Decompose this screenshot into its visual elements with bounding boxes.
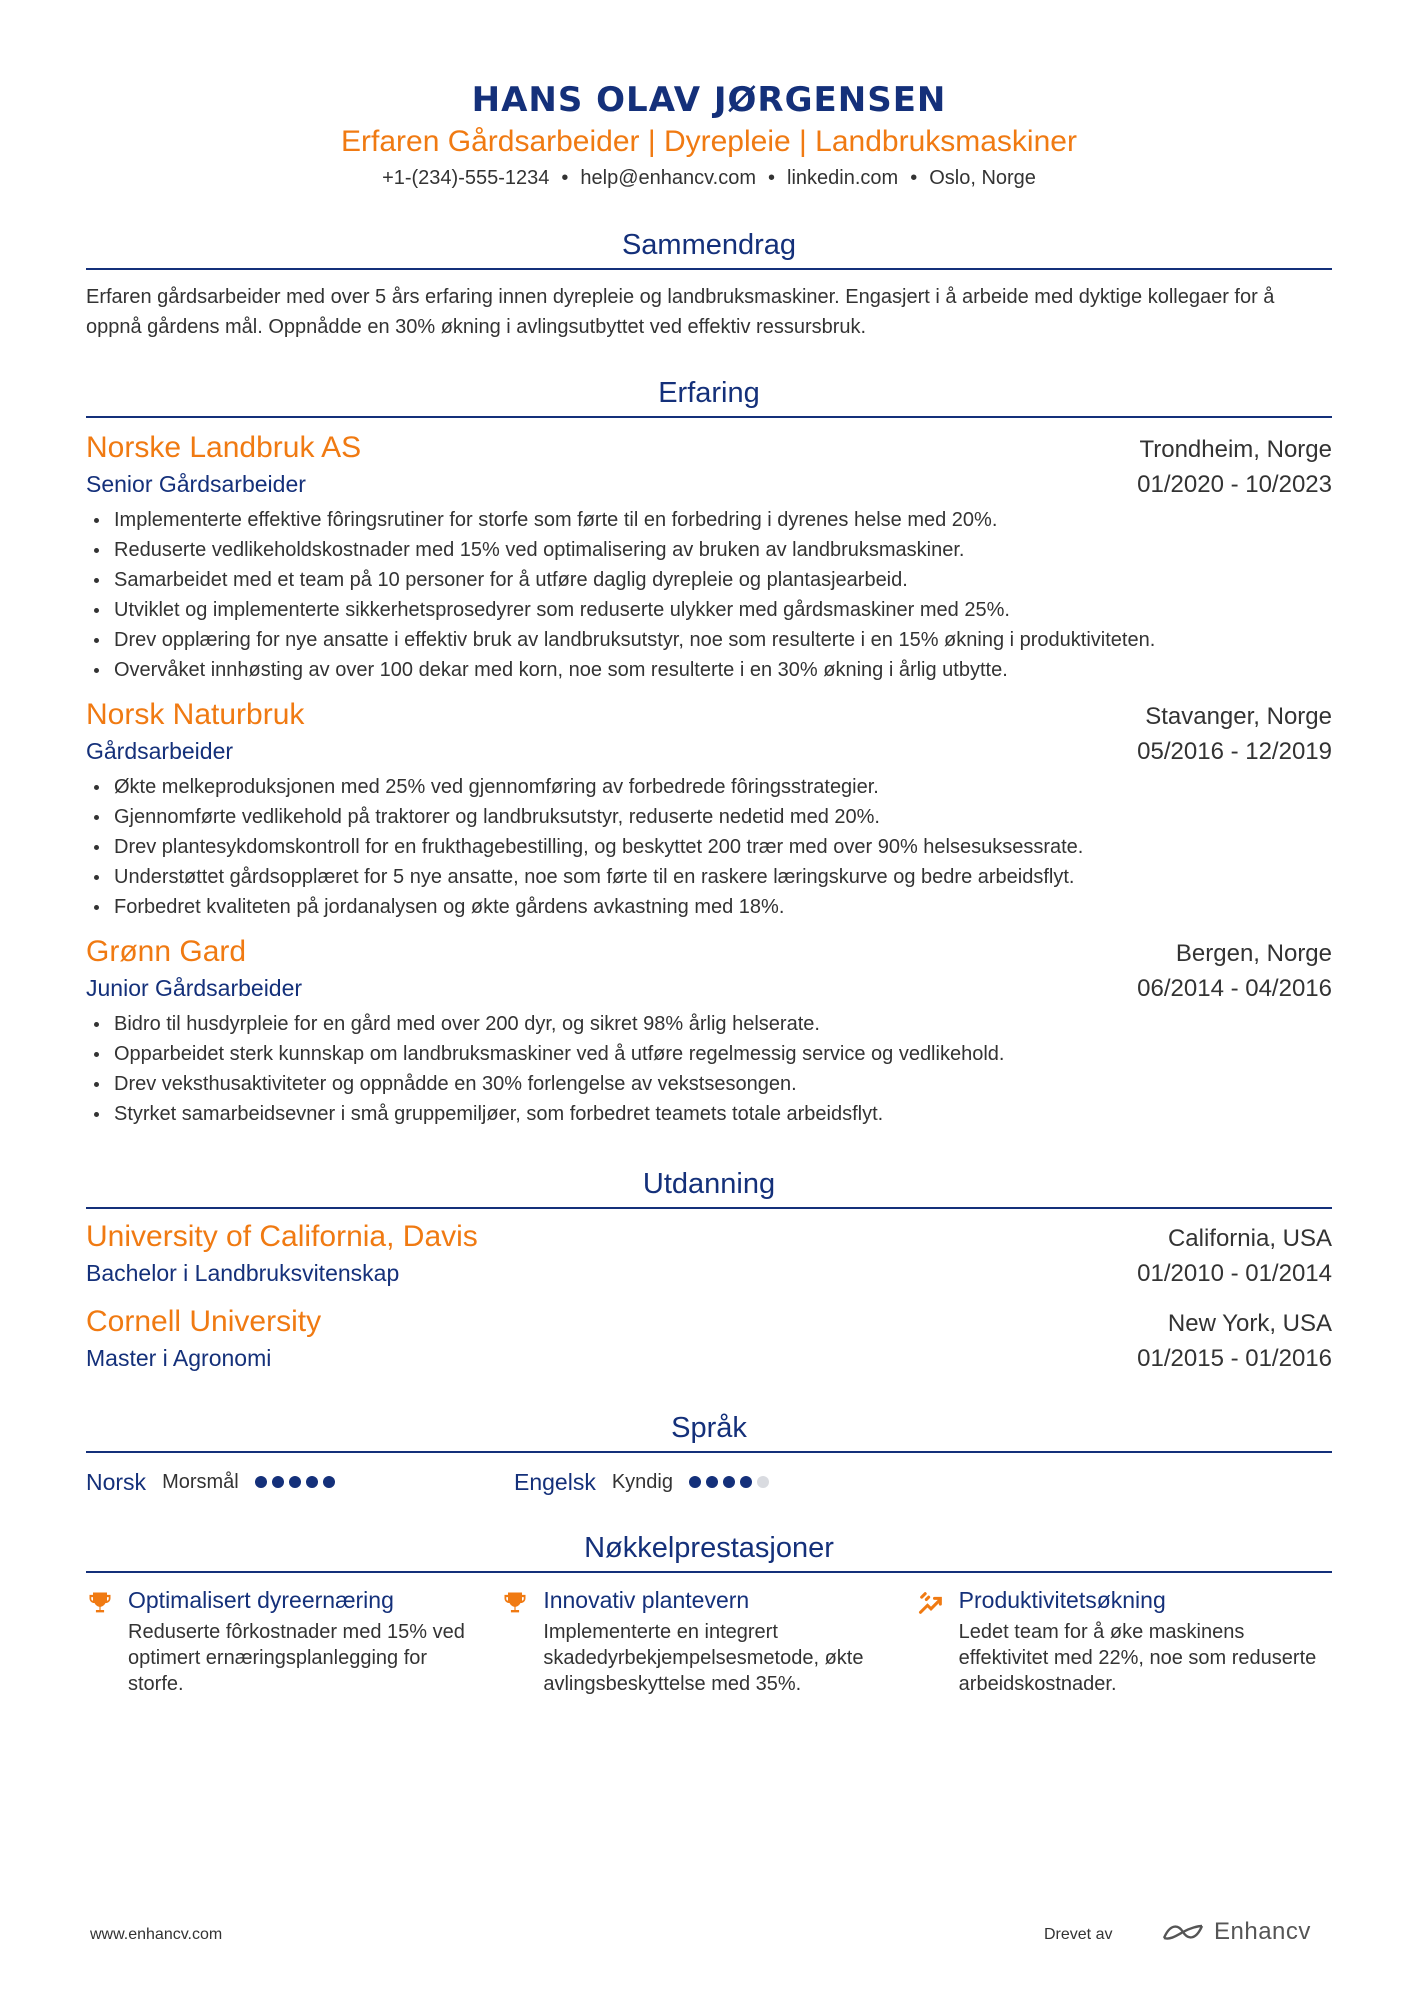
achievement-description: Ledet team for å øke maskinens effektivitet med 22%, noe som reduserte arbeidskostnader. bbox=[958, 1621, 1317, 1695]
achievement-title: Innovativ plantevern bbox=[543, 1587, 750, 1613]
candidate-name: HANS OLAV JØRGENSEN bbox=[471, 80, 947, 120]
bullet-item: Økte melkeproduksjonen med 25% ved gjennomføring av forbedrede fôringsstrategier. bbox=[86, 772, 1332, 802]
degree: Bachelor i Landbruksvitenskap bbox=[86, 1260, 400, 1286]
achievements-section bbox=[86, 1529, 1332, 1697]
proficiency-dot-filled bbox=[289, 1476, 301, 1488]
school-location: California, USA bbox=[1167, 1225, 1332, 1252]
company-name: Norske Landbruk AS bbox=[86, 431, 362, 464]
proficiency-dots bbox=[255, 1476, 340, 1488]
experience-section bbox=[86, 374, 1332, 1129]
proficiency-dot-filled bbox=[255, 1476, 267, 1488]
language-name: Engelsk bbox=[514, 1468, 596, 1495]
proficiency-dot-filled bbox=[306, 1476, 318, 1488]
proficiency-dot-filled bbox=[689, 1476, 701, 1488]
growth-icon bbox=[917, 1585, 959, 1697]
proficiency-dot-filled bbox=[706, 1476, 718, 1488]
section-divider bbox=[86, 268, 1332, 270]
experience-entry bbox=[86, 695, 1332, 922]
job-title: Gårdsarbeider bbox=[86, 738, 234, 764]
contact-phone: +1-(234)-555-1234 bbox=[382, 167, 550, 189]
degree: Master i Agronomi bbox=[86, 1345, 272, 1371]
achievement-item bbox=[917, 1585, 1332, 1697]
proficiency-dot-filled bbox=[323, 1476, 335, 1488]
bullet-item: Drev veksthusaktiviteter og oppnådde en 30% forlengelse av vekstsesongen. bbox=[86, 1069, 1332, 1099]
achievement-description: Reduserte fôrkostnader med 15% ved optimert ernæringsplanlegging for storfe. bbox=[128, 1621, 465, 1695]
bullet-list bbox=[86, 772, 1332, 922]
trophy-icon bbox=[501, 1585, 543, 1697]
bullet-list bbox=[86, 505, 1332, 685]
education-entry bbox=[86, 1217, 1332, 1290]
bullet-item: Styrket samarbeidsevner i små gruppemiljøer, som forbedret teamets totale arbeidsflyt. bbox=[86, 1099, 1332, 1129]
section-divider bbox=[86, 1571, 1332, 1573]
education-dates: 01/2015 - 01/2016 bbox=[1137, 1345, 1332, 1372]
trophy-icon bbox=[86, 1585, 128, 1697]
bullet-item: Gjennomførte vedlikehold på traktorer og landbruksutstyr, reduserte nedetid med 20%. bbox=[86, 802, 1332, 832]
contact-location: Oslo, Norge bbox=[929, 167, 1036, 189]
language-item bbox=[86, 1469, 514, 1496]
bullet-item: Samarbeidet med et team på 10 personer for å utføre daglig dyrepleie og plantasjearbeid. bbox=[86, 565, 1332, 595]
contact-separator: • bbox=[768, 167, 776, 189]
job-dates: 01/2020 - 10/2023 bbox=[1137, 471, 1332, 498]
proficiency-dot-empty bbox=[757, 1476, 769, 1488]
section-title: Nøkkelprestasjoner bbox=[584, 1532, 834, 1564]
achievement-description: Implementerte en integrert skadedyrbekjempelsesmetode, økte avlingsbeskyttelse med 35%. bbox=[543, 1621, 864, 1695]
section-title: Utdanning bbox=[642, 1168, 776, 1200]
job-dates: 06/2014 - 04/2016 bbox=[1137, 975, 1332, 1002]
contact-separator: • bbox=[910, 167, 918, 189]
education-section bbox=[86, 1165, 1332, 1375]
bullet-item: Implementerte effektive fôringsrutiner for storfe som førte til en forbedring i dyrenes helse med 20%. bbox=[86, 505, 1332, 535]
section-divider bbox=[86, 1451, 1332, 1453]
contact-email[interactable]: help@enhancv.com bbox=[580, 167, 757, 189]
achievement-item bbox=[501, 1585, 916, 1697]
languages-row bbox=[86, 1465, 1332, 1499]
enhancv-brand: Enhancv bbox=[1214, 1918, 1311, 1945]
contact-linkedin[interactable]: linkedin.com bbox=[787, 167, 899, 189]
school-name: Cornell University bbox=[86, 1305, 322, 1338]
bullet-item: Drev opplæring for nye ansatte i effektiv bruk av landbruksutstyr, noe som resulterte i en 15% økning i produktiviteten. bbox=[86, 625, 1332, 655]
candidate-subtitle: Erfaren Gårdsarbeider | Dyrepleie | Landbruksmaskiner bbox=[341, 125, 1077, 158]
summary-text: Erfaren gårdsarbeider med over 5 års erfaring innen dyrepleie og landbruksmaskiner. Engasjert i å arbeide med dyktige kollegaer for å oppnå gårdens mål. Oppnådde en 30% økning i avlingsutbyttet ved effektiv ressursbruk. bbox=[86, 286, 1275, 338]
language-level: Morsmål bbox=[162, 1470, 239, 1493]
language-name: Norsk bbox=[86, 1468, 147, 1495]
experience-entry bbox=[86, 428, 1332, 685]
experience-entry bbox=[86, 932, 1332, 1129]
proficiency-dot-filled bbox=[272, 1476, 284, 1488]
language-level: Kyndig bbox=[611, 1470, 673, 1493]
section-divider bbox=[86, 416, 1332, 418]
school-name: University of California, Davis bbox=[86, 1220, 478, 1253]
enhancv-logo-icon bbox=[1160, 1920, 1206, 1944]
company-location: Stavanger, Norge bbox=[1145, 703, 1332, 730]
bullet-item: Overvåket innhøsting av over 100 dekar med korn, noe som resulterte i en 30% økning i årlig utbytte. bbox=[86, 655, 1332, 685]
summary-section bbox=[86, 226, 1332, 342]
bullet-item: Drev plantesykdomskontroll for en frukthagebestilling, og beskyttet 200 trær med over 90% helsesuksessrate. bbox=[86, 832, 1332, 862]
achievements-grid bbox=[86, 1585, 1332, 1697]
company-name: Norsk Naturbruk bbox=[86, 698, 305, 731]
proficiency-dot-filled bbox=[723, 1476, 735, 1488]
section-title: Sammendrag bbox=[621, 229, 797, 261]
section-title: Språk bbox=[671, 1412, 747, 1444]
job-dates: 05/2016 - 12/2019 bbox=[1137, 738, 1332, 765]
enhancv-logo[interactable] bbox=[1160, 1918, 1311, 1946]
job-title: Senior Gårdsarbeider bbox=[86, 471, 306, 497]
section-divider bbox=[86, 1207, 1332, 1209]
contact-separator: • bbox=[561, 167, 569, 189]
company-name: Grønn Gard bbox=[86, 935, 247, 968]
achievement-item bbox=[86, 1585, 501, 1697]
job-title: Junior Gårdsarbeider bbox=[86, 975, 303, 1001]
bullet-item: Reduserte vedlikeholdskostnader med 15% ved optimalisering av bruken av landbruksmaskiner. bbox=[86, 535, 1332, 565]
section-title: Erfaring bbox=[658, 377, 760, 409]
bullet-item: Utviklet og implementerte sikkerhetsprosedyrer som reduserte ulykker med gårdsmaskiner med 25%. bbox=[86, 595, 1332, 625]
education-dates: 01/2010 - 01/2014 bbox=[1137, 1260, 1332, 1287]
contact-line bbox=[86, 164, 1332, 192]
bullet-item: Bidro til husdyrpleie for en gård med over 200 dyr, og sikret 98% årlig helserate. bbox=[86, 1009, 1332, 1039]
bullet-item: Forbedret kvaliteten på jordanalysen og økte gårdens avkastning med 18%. bbox=[86, 892, 1332, 922]
header bbox=[86, 78, 1332, 192]
achievement-title: Produktivitetsøkning bbox=[958, 1587, 1166, 1613]
company-location: Trondheim, Norge bbox=[1139, 436, 1332, 463]
school-location: New York, USA bbox=[1167, 1310, 1332, 1337]
resume-content bbox=[86, 78, 1332, 1697]
bullet-list bbox=[86, 1009, 1332, 1129]
bullet-item: Opparbeidet sterk kunnskap om landbruksmaskiner ved å utføre regelmessig service og vedlikehold. bbox=[86, 1039, 1332, 1069]
footer-powered-by: Drevet av bbox=[1044, 1926, 1113, 1943]
bullet-item: Understøttet gårdsopplæret for 5 nye ansatte, noe som førte til en raskere læringskurve og bedre arbeidsflyt. bbox=[86, 862, 1332, 892]
achievement-title: Optimalisert dyreernæring bbox=[128, 1587, 394, 1613]
footer bbox=[90, 1918, 1330, 1952]
languages-section bbox=[86, 1409, 1332, 1499]
proficiency-dot-filled bbox=[740, 1476, 752, 1488]
education-entry bbox=[86, 1302, 1332, 1375]
footer-url[interactable]: www.enhancv.com bbox=[90, 1926, 223, 1943]
proficiency-dots bbox=[689, 1476, 774, 1488]
language-item bbox=[514, 1469, 942, 1496]
company-location: Bergen, Norge bbox=[1175, 940, 1332, 967]
